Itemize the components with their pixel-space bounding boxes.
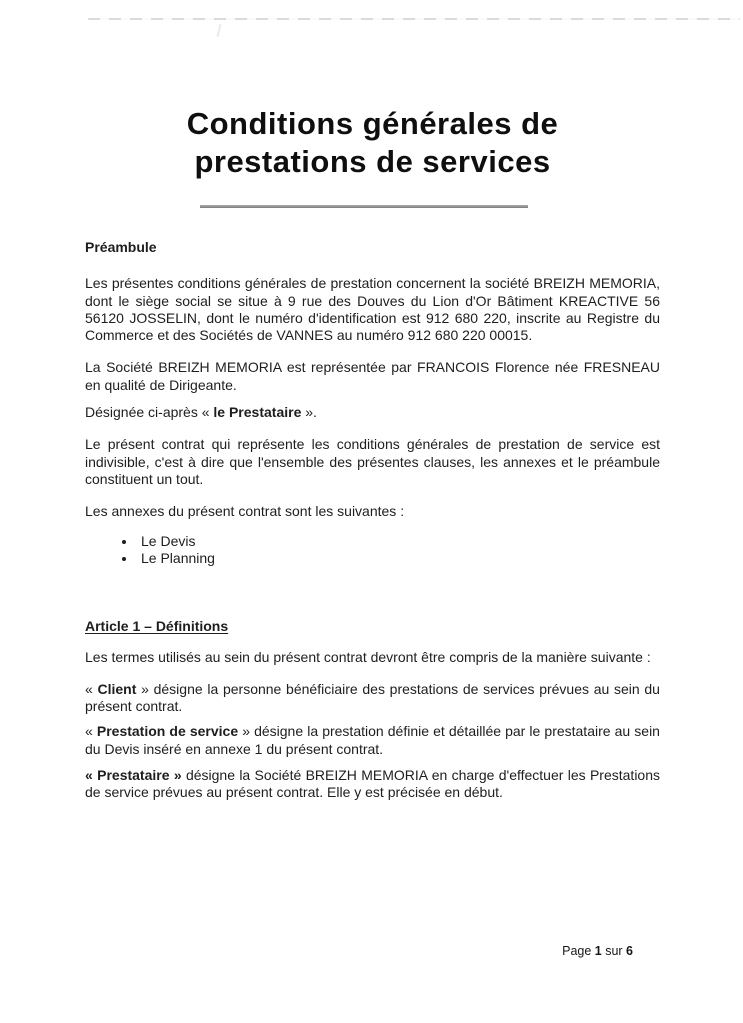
designation-term: le Prestataire: [213, 404, 302, 421]
document-title: [85, 105, 660, 181]
scan-artifact-line: [88, 18, 740, 20]
designation-prefix: Désignée ci-après «: [85, 404, 214, 421]
preamble-paragraph-designation: [85, 404, 660, 421]
page-footer: [562, 943, 633, 959]
title-divider-rule: [200, 205, 528, 208]
footer-total-pages: 6: [626, 944, 633, 958]
definition-client-text: désigne la personne bénéficiaire des prestations de services prévues au sein du présent contrat.: [85, 680, 660, 715]
definition-prestation-de-service: [85, 723, 660, 758]
article-1-intro: Les termes utilisés au sein du présent contrat devront être compris de la manière suivante :: [85, 649, 651, 666]
definition-client-pre: «: [85, 680, 98, 697]
definition-prestation-text: désigne la prestation définie et détaillée par le prestataire au sein du Devis inséré en annexe 1 du présent contrat.: [85, 723, 660, 757]
preamble-heading: Préambule: [85, 239, 157, 255]
title-line-2: prestations de services: [194, 144, 551, 179]
definition-client: [85, 681, 660, 716]
definition-prestataire: [85, 767, 660, 802]
footer-page-number: 1: [594, 944, 602, 958]
preamble-paragraph-company: Les présentes conditions générales de prestation concernent la société BREIZH MEMORIA, dont le siège social se situe à 9 rue des Douves du Lion d'Or Bâtiment KREACTIVE 56 56120 JOSSELIN, dont le numéro d'identification est 912 680 220, inscrite au Registre du Commerce et des Sociétés de VANNES au numéro 912 680 220 00015.: [85, 275, 660, 344]
title-line-1: Conditions générales de: [186, 106, 559, 141]
definition-prestataire-term: « Prestataire »: [85, 766, 182, 783]
definition-prestation-pre: «: [85, 723, 97, 740]
preamble-paragraph-representative: La Société BREIZH MEMORIA est représentée par FRANCOIS Florence née FRESNEAU en qualité de Dirigeante.: [85, 359, 660, 393]
definition-prestataire-text: désigne la Société BREIZH MEMORIA en charge d'effectuer les Prestations de service prévues au présent contrat. Elle y est précisée en début.: [85, 766, 661, 801]
annex-list: [85, 533, 660, 569]
preamble-paragraph-indivisible: Le présent contrat qui représente les conditions générales de prestation de service est indivisible, c'est à dire que l'ensemble des présentes clauses, les annexes et le préambule constituent un tout.: [85, 436, 660, 487]
article-1-heading: Article 1 – Définitions: [85, 618, 229, 635]
footer-label: Page: [562, 944, 595, 958]
designation-suffix: ».: [301, 404, 317, 421]
definition-client-post: »: [136, 680, 149, 697]
definition-prestation-term: Prestation de service: [96, 723, 239, 740]
preamble-paragraph-annexes-intro: Les annexes du présent contrat sont les suivantes :: [85, 503, 405, 520]
definition-prestation-post: »: [238, 723, 250, 740]
list-item-devis: • Le Devis: [137, 533, 660, 551]
definition-client-term: Client: [97, 680, 137, 697]
footer-separator: sur: [601, 944, 627, 958]
list-item-planning: • Le Planning: [137, 550, 660, 568]
